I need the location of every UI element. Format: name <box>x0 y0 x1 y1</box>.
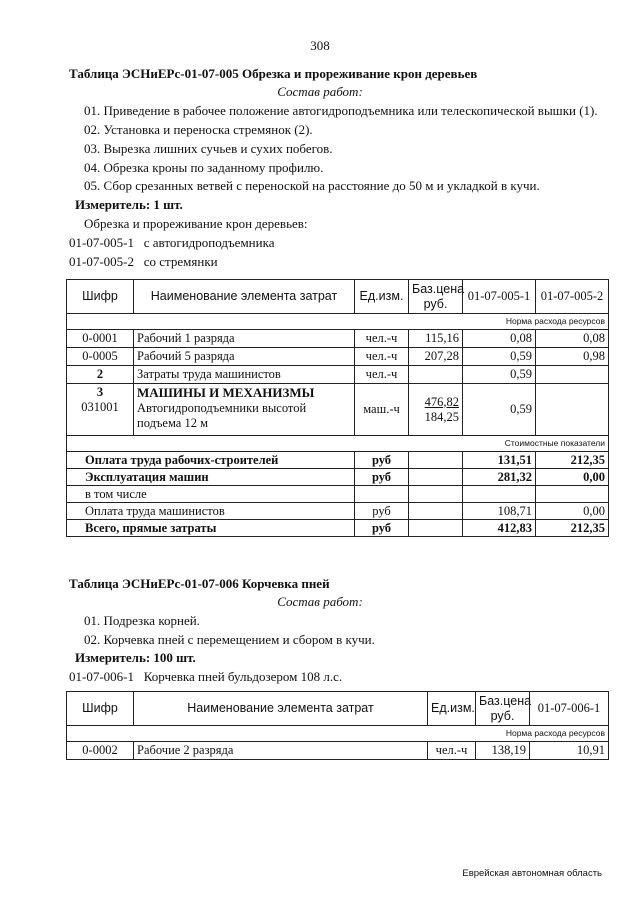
section3-name-cell <box>134 384 355 436</box>
table-row <box>67 366 609 384</box>
cost-row-value-1: 412,83 <box>463 520 536 537</box>
table-row <box>67 330 609 348</box>
table-row <box>67 469 609 486</box>
table1-step-1: 01. Приведение в рабочее положение автогидроподъемника или телескопической вышки (1). <box>84 103 598 118</box>
cost-row-value-2: 212,35 <box>536 520 609 537</box>
page-number: 308 <box>310 38 330 53</box>
header-price-line1: Баз.цена <box>412 281 465 296</box>
table1-step-4: 04. Обрезка кроны по заданному профилю. <box>84 160 324 175</box>
section3-item-name-1: Автогидроподъемники высотой <box>137 401 307 415</box>
table2-norm-row <box>67 726 609 742</box>
row-name: Затраты труда машинистов <box>134 366 355 384</box>
footer-region: Еврейская автономная область <box>462 868 602 879</box>
cost-row-value-2: 212,35 <box>536 452 609 469</box>
header-code: Шифр <box>67 280 134 314</box>
row-value-2: 0,08 <box>536 330 609 348</box>
section3-heading: МАШИНЫ И МЕХАНИЗМЫ <box>137 385 315 400</box>
row-code: 0-0002 <box>67 742 134 760</box>
resource-norm-label: Норма расхода ресурсов <box>67 726 609 742</box>
header-name: Наименование элемента затрат <box>134 692 428 726</box>
table1-variant-2 <box>69 254 218 270</box>
row-unit: чел.-ч <box>355 366 409 384</box>
header-price <box>476 692 530 726</box>
row-price: 138,19 <box>476 742 530 760</box>
header-col1: 01-07-006-1 <box>530 692 609 726</box>
row-unit: чел.-ч <box>355 330 409 348</box>
section3-price-1: 476,82 <box>424 394 459 409</box>
variant-code: 01-07-005-2 <box>69 254 134 269</box>
row-value-1: 10,91 <box>530 742 609 760</box>
header-price <box>409 280 463 314</box>
cost-row-name: в том числе <box>67 486 355 503</box>
table1-norm-row <box>67 314 609 330</box>
row-value-2: 0,98 <box>536 348 609 366</box>
cost-row-unit <box>355 486 409 503</box>
row-code: 0-0005 <box>67 348 134 366</box>
header-code: Шифр <box>67 692 134 726</box>
row-name: Рабочие 2 разряда <box>134 742 428 760</box>
section3-item-name-2: подъема 12 м <box>137 416 208 430</box>
table1-step-3: 03. Вырезка лишних сучьев и сухих побегов. <box>84 141 333 156</box>
row-unit: чел.-ч <box>355 348 409 366</box>
variant-code: 01-07-005-1 <box>69 235 134 250</box>
section3-code-cell <box>67 384 134 436</box>
header-price-line1: Баз.цена <box>479 693 532 708</box>
table2-step-2: 02. Корчевка пней с перемещением и сбором в кучи. <box>84 632 375 647</box>
cost-row-value-2: 0,00 <box>536 503 609 520</box>
table1-step-5: 05. Сбор срезанных ветвей с переноской на расстояние до 50 м и укладкой в кучи. <box>84 178 540 193</box>
row-code: 2 <box>67 366 134 384</box>
header-price-line2: руб. <box>423 296 448 311</box>
cost-row-value-1: 108,71 <box>463 503 536 520</box>
cost-row-price <box>409 520 463 537</box>
cost-row-value-2: 0,00 <box>536 469 609 486</box>
table2-meter: Измеритель: 100 шт. <box>75 650 196 665</box>
section3-unit: маш.-ч <box>355 384 409 436</box>
section3-value-2 <box>536 384 609 436</box>
section3-value-1: 0,59 <box>463 384 536 436</box>
table-row <box>67 520 609 537</box>
header-unit: Ед.изм. <box>355 280 409 314</box>
table-row <box>67 503 609 520</box>
table2-title: Таблица ЭСНиЕРс-01-07-006 Корчевка пней <box>69 576 330 591</box>
cost-row-price <box>409 452 463 469</box>
table2-variant <box>69 669 342 685</box>
header-col1: 01-07-005-1 <box>463 280 536 314</box>
table1-grid <box>66 279 609 537</box>
table1-intro: Обрезка и прореживание крон деревьев: <box>84 216 308 231</box>
row-value-1: 0,59 <box>463 348 536 366</box>
table-row <box>67 742 609 760</box>
header-unit: Ед.изм. <box>428 692 476 726</box>
section3-code: 3 <box>96 385 104 399</box>
row-value-1: 0,08 <box>463 330 536 348</box>
table-row <box>67 486 609 503</box>
row-unit: чел.-ч <box>428 742 476 760</box>
cost-row-unit: руб <box>355 469 409 486</box>
cost-indicators-label: Стоимостные показатели <box>67 436 609 452</box>
cost-row-unit: руб <box>355 503 409 520</box>
table1-composition-heading: Состав работ: <box>277 84 363 99</box>
table1-title: Таблица ЭСНиЕРс-01-07-005 Обрезка и прореживание крон деревьев <box>69 66 478 81</box>
header-price-line2: руб. <box>490 708 515 723</box>
cost-row-unit: руб <box>355 452 409 469</box>
variant-text: со стремянки <box>143 254 218 269</box>
table1-header-row <box>67 280 609 314</box>
table2-step-1: 01. Подрезка корней. <box>84 613 200 628</box>
row-code: 0-0001 <box>67 330 134 348</box>
table2-grid <box>66 691 609 760</box>
cost-row-value-1 <box>463 486 536 503</box>
variant-code: 01-07-006-1 <box>69 669 134 684</box>
cost-row-name: Оплата труда рабочих-строителей <box>67 452 355 469</box>
section3-price-2: 184,25 <box>424 409 459 424</box>
row-name: Рабочий 5 разряда <box>134 348 355 366</box>
table1-step-2: 02. Установка и переноска стремянок (2). <box>84 122 313 137</box>
variant-text: с автогидроподъемника <box>143 235 275 250</box>
section3-item-code: 031001 <box>81 400 119 414</box>
row-price: 207,28 <box>409 348 463 366</box>
table-row <box>67 348 609 366</box>
cost-row-unit: руб <box>355 520 409 537</box>
table1-section3-row <box>67 384 609 436</box>
cost-row-name: Оплата труда машинистов <box>67 503 355 520</box>
row-price: 115,16 <box>409 330 463 348</box>
variant-text: Корчевка пней бульдозером 108 л.с. <box>143 669 343 684</box>
table2-composition-heading: Состав работ: <box>277 594 363 609</box>
cost-row-price <box>409 503 463 520</box>
table1-variant-1 <box>69 235 275 251</box>
section3-price-cell <box>409 384 463 436</box>
header-name: Наименование элемента затрат <box>134 280 355 314</box>
cost-row-value-1: 131,51 <box>463 452 536 469</box>
row-value-2 <box>536 366 609 384</box>
cost-row-value-2 <box>536 486 609 503</box>
cost-row-name: Эксплуатация машин <box>67 469 355 486</box>
cost-row-name: Всего, прямые затраты <box>67 520 355 537</box>
table-row <box>67 452 609 469</box>
cost-row-value-1: 281,32 <box>463 469 536 486</box>
cost-row-price <box>409 486 463 503</box>
row-value-1: 0,59 <box>463 366 536 384</box>
header-col2: 01-07-005-2 <box>536 280 609 314</box>
resource-norm-label: Норма расхода ресурсов <box>67 314 609 330</box>
row-price <box>409 366 463 384</box>
cost-row-price <box>409 469 463 486</box>
table1-meter: Измеритель: 1 шт. <box>75 197 183 212</box>
table1-cost-label-row <box>67 436 609 452</box>
table2-header-row <box>67 692 609 726</box>
row-name: Рабочий 1 разряда <box>134 330 355 348</box>
